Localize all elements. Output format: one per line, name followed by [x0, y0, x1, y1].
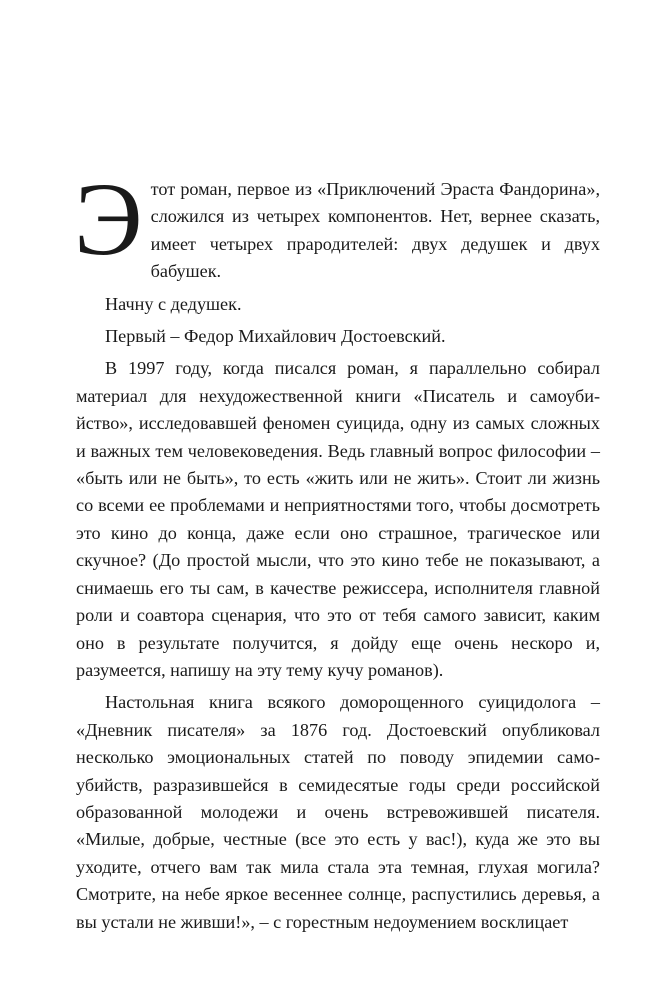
paragraph-4: В 1997 году, когда писался роман, я параллельно собирал материал для нехудожественной книги «Писатель и самоубийство», исследовавшей феномен суицида, одну из самых сложных и важных тем человековедения. Ведь главный вопрос философии – «быть или не быть», то есть «жить или не жить». Стоит ли жизнь со всеми ее проблемами и неприятностями того, чтобы досмотреть это кино до конца, даже если оно страшное, трагическое или скучное? (До простой мысли, что это кино тебе не показывают, а снимаешь его ты сам, в качестве режиссера, исполнителя главной роли и соавтора сценария, что это от тебя самого зависит, каким оно в результате получится, я дойду еще очень нескоро и, разумеется, напишу на эту тему кучу романов).	[76, 358, 600, 680]
paragraph-5: Настольная книга всякого доморощенного суицидолога – «Дневник писателя» за 1876 год. Достоевский опубликовал несколько эмоциональных статей по поводу эпидемии самоубийств, разразившейся в семидесятые годы среди российской образованной молодежи и очень встревожившей писателя. «Милые, добрые, честные (все это есть у вас!), куда же это вы уходите, отчего вам так мила стала эта темная, глухая могила? Смотрите, на небе яркое весеннее солнце, распустились деревья, а вы устали не живши!», – с горестным недоумением восклицает	[76, 692, 600, 932]
paragraph-2: Начну с дедушек.	[105, 293, 242, 314]
paragraph-text: тот роман, первое из «Приключений Эраста Фандорина», сложился из четырех компонентов. Нет, вернее сказать, имеет четырех прародителей: двух дедушек и двух бабушек.	[150, 179, 600, 282]
book-page	[74, 162, 600, 941]
drop-cap: Э	[74, 162, 143, 277]
paragraph-1	[74, 162, 600, 286]
paragraph-3: Первый – Федор Михайлович Достоевский.	[105, 326, 446, 347]
